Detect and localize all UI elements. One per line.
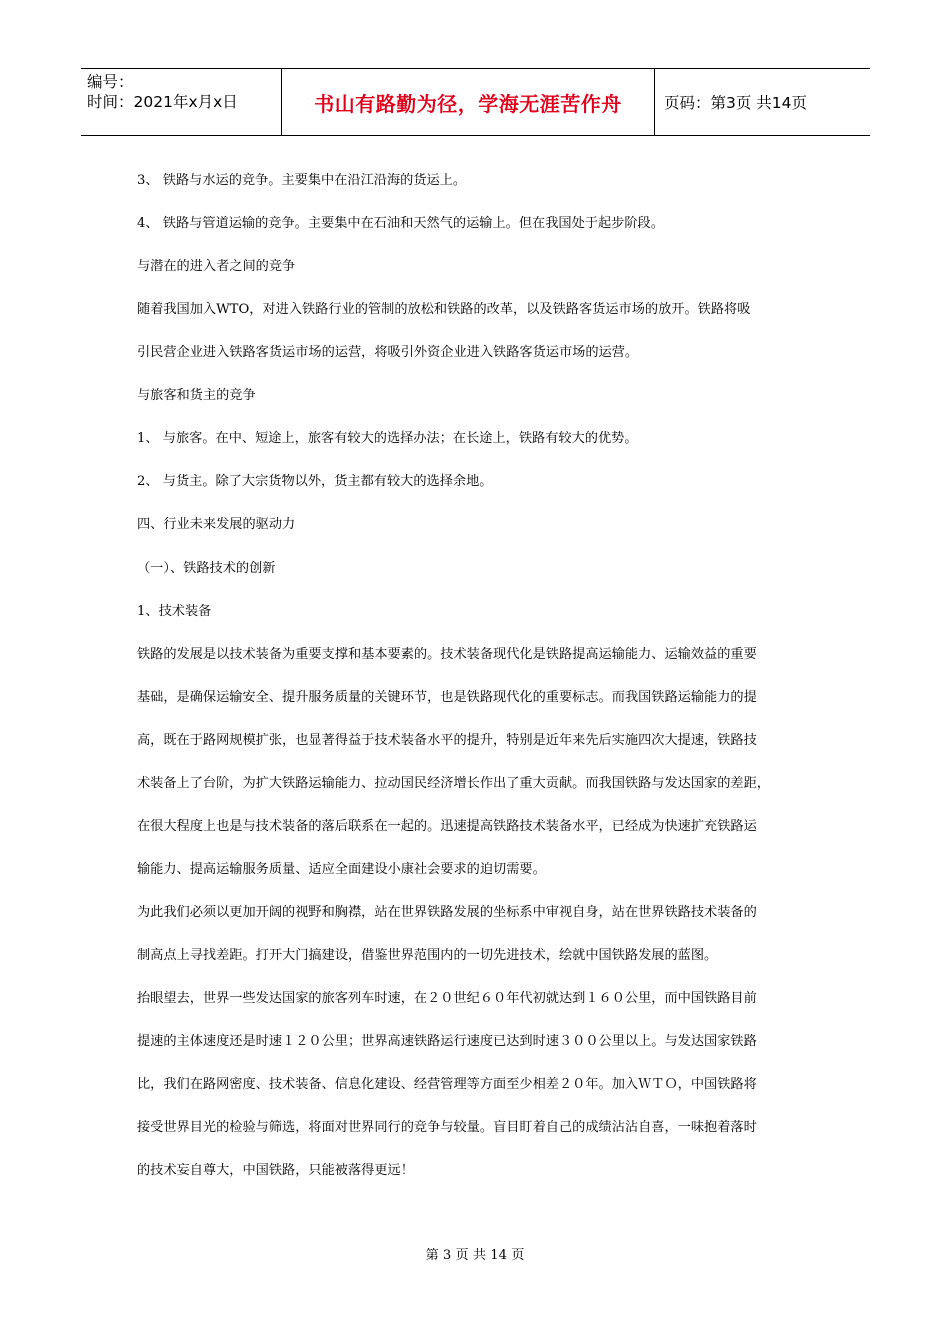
paragraph-line: 铁路的发展是以技术装备为重要支撑和基本要素的。技术装备现代化是铁路提高运输能力、运输效益的重要	[137, 647, 757, 662]
paragraph-line: 提速的主体速度还是时速１２０公里；世界高速铁路运行速度已达到时速３００公里以上。与发达国家铁路	[137, 1034, 757, 1049]
list-item: 1、 与旅客。在中、短途上，旅客有较大的选择办法；在长途上，铁路有较大的优势。	[137, 431, 638, 446]
subsection-heading: 1、技术装备	[137, 604, 212, 619]
document-header	[81, 68, 870, 136]
document-time-label: 时间：2021年x月x日	[87, 93, 238, 111]
paragraph-line: 接受世界目光的检验与筛选，将面对世界同行的竞争与较量。盲目盯着自己的成绩沾沾自喜，一味抱着落时	[137, 1120, 757, 1135]
paragraph-line: 术装备上了台阶，为扩大铁路运输能力、拉动国民经济增长作出了重大贡献。而我国铁路与发达国家的差距，	[137, 776, 770, 791]
section-heading: 四、行业未来发展的驱动力	[137, 517, 296, 532]
page-footer	[0, 1247, 950, 1265]
paragraph-line: 在很大程度上也是与技术装备的落后联系在一起的。迅速提高铁路技术装备水平，已经成为快速扩充铁路运	[137, 819, 757, 834]
paragraph-line: 基础，是确保运输安全、提升服务质量的关键环节，也是铁路现代化的重要标志。而我国铁路运输能力的提	[137, 690, 757, 705]
paragraph-line: 比，我们在路网密度、技术装备、信息化建设、经营管理等方面至少相差２０年。加入ＷＴＯ，中国铁路将	[137, 1077, 757, 1092]
paragraph-line: 为此我们必须以更加开阔的视野和胸襟，站在世界铁路发展的坐标系中审视自身，站在世界铁路技术装备的	[137, 905, 757, 920]
header-divider	[654, 69, 655, 135]
document-number-label: 编号：	[87, 73, 134, 91]
header-motto: 书山有路勤为径，学海无涯苦作舟	[314, 91, 622, 116]
section-heading: 与潜在的进入者之间的竞争	[137, 259, 296, 274]
paragraph-line: 抬眼望去，世界一些发达国家的旅客列车时速，在２０世纪６０年代初就达到１６０公里，而中国铁路目前	[137, 991, 757, 1006]
page-number: 第 3 页 共 14 页	[425, 1248, 525, 1263]
paragraph-line: 高，既在于路网规模扩张，也显著得益于技术装备水平的提升，特别是近年来先后实施四次大提速，铁路技	[137, 733, 757, 748]
paragraph-line: 的技术妄自尊大，中国铁路，只能被落得更远！	[137, 1163, 414, 1178]
list-item: 4、 铁路与管道运输的竞争。主要集中在石油和天然气的运输上。但在我国处于起步阶段。	[137, 216, 664, 231]
section-heading: 与旅客和货主的竞争	[137, 388, 256, 403]
paragraph-line: 引民营企业进入铁路客货运市场的运营，将吸引外资企业进入铁路客货运市场的运营。	[137, 345, 639, 360]
list-item: 2、 与货主。除了大宗货物以外，货主都有较大的选择余地。	[137, 474, 493, 489]
paragraph-line: 制高点上寻找差距。打开大门搞建设，借鉴世界范围内的一切先进技术，绘就中国铁路发展的蓝图。	[137, 948, 718, 963]
paragraph-line: 输能力、提高运输服务质量、适应全面建设小康社会要求的迫切需要。	[137, 862, 546, 877]
paragraph-line: 随着我国加入WTO，对进入铁路行业的管制的放松和铁路的改革，以及铁路客货运市场的放开。铁路将吸	[137, 302, 751, 317]
header-meta	[87, 72, 282, 112]
list-item: 3、 铁路与水运的竞争。主要集中在沿江沿海的货运上。	[137, 173, 467, 188]
subsection-heading: （一）、铁路技术的创新	[137, 561, 276, 576]
header-page-info: 页码：第3页 共14页	[664, 94, 808, 112]
